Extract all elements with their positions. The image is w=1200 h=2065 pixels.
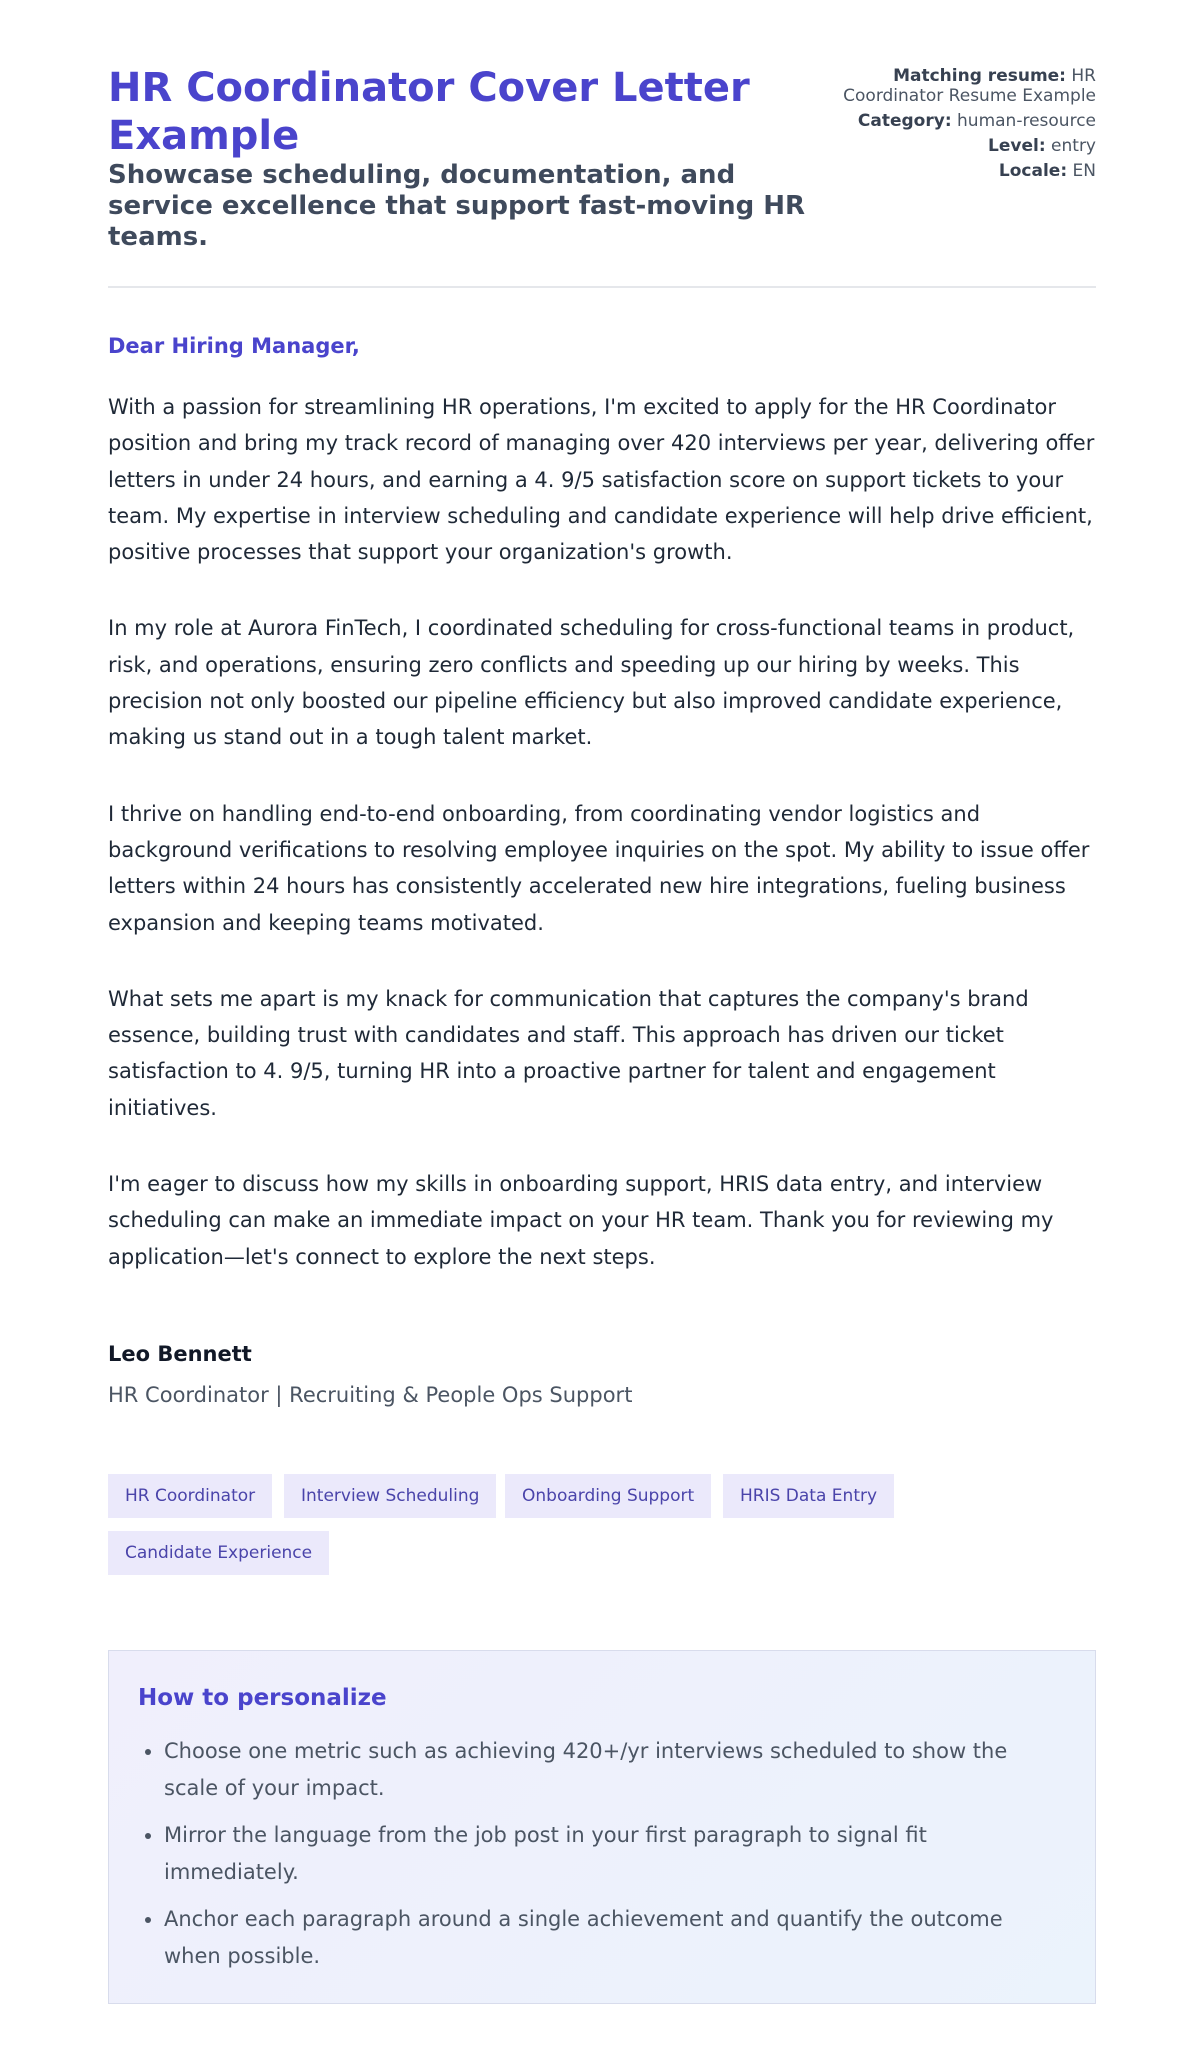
tips-list xyxy=(138,1733,1064,1985)
page-subtitle: Showcase scheduling, documentation, and service excellence that support fast-moving HR teams. xyxy=(108,160,806,252)
tips-list-item: • Choose one metric such as achieving 420+/yr interviews scheduled to show the scale of your impact. xyxy=(164,1733,1064,1807)
letter-paragraph: With a passion for streamlining HR operations, I'm excited to apply for the HR Coordinator position and bring my track record of managing over 420 interviews per year, delivering offer letters in under 24 hours, and earning a 4. 9/5 satisfaction score on support tickets to your team. My expertise in interview scheduling and candidate experience will help drive efficient, positive processes that support your organization's growth. xyxy=(108,395,1095,565)
signature-name: Leo Bennett xyxy=(108,1342,252,1366)
letter-paragraph: I thrive on handling end-to-end onboarding, from coordinating vendor logistics and background verifications to resolving employee inquiries on the spot. My ability to issue offer letters within 24 hours has consistently accelerated new hire integrations, fueling business expansion and keeping teams motivated. xyxy=(108,801,1090,935)
meta-level-label: Level: xyxy=(988,136,1046,156)
meta-level xyxy=(836,136,1096,156)
signature-role: HR Coordinator | Recruiting & People Ops Support xyxy=(108,1383,633,1407)
tag-interview-scheduling[interactable]: Interview Scheduling xyxy=(284,1474,496,1518)
tag-hr-coordinator[interactable]: HR Coordinator xyxy=(108,1474,272,1518)
meta-locale-value: EN xyxy=(1072,161,1096,181)
meta-locale-label: Locale: xyxy=(998,161,1068,181)
meta-category xyxy=(836,111,1096,131)
tips-title: How to personalize xyxy=(138,1685,387,1711)
letter-paragraph: I'm eager to discuss how my skills in onboarding support, HRIS data entry, and interview scheduling can make an immediate impact on your HR team. Thank you for reviewing my application—let's connect to explore the next steps. xyxy=(108,1172,1054,1269)
meta-category-label: Category: xyxy=(857,111,952,131)
page-header xyxy=(108,0,1096,288)
letter-body xyxy=(108,389,1103,1315)
tag-onboarding-support[interactable]: Onboarding Support xyxy=(505,1474,711,1518)
letter-salutation: Dear Hiring Manager, xyxy=(108,334,360,358)
meta-matching-resume-label: Matching resume: xyxy=(893,66,1066,86)
tips-list-item: • Anchor each paragraph around a single achievement and quantify the outcome when possible. xyxy=(164,1901,1064,1975)
personalize-tips-box xyxy=(108,1650,1096,2004)
meta-matching-resume-value: HR Coordinator Resume Example xyxy=(843,66,1096,106)
meta-locale xyxy=(836,161,1096,181)
meta-matching-resume xyxy=(836,66,1096,106)
page-title: HR Coordinator Cover Letter Example xyxy=(108,65,750,159)
tag-candidate-experience[interactable]: Candidate Experience xyxy=(108,1531,329,1575)
meta-category-value: human-resource xyxy=(957,111,1096,131)
letter-paragraph: What sets me apart is my knack for communication that captures the company's brand essence, building trust with candidates and staff. This approach has driven our ticket satisfaction to 4. 9/5, turning HR into a proactive partner for talent and engagement initiatives. xyxy=(108,986,1029,1120)
meta-panel xyxy=(836,66,1096,186)
cover-letter-page xyxy=(108,0,1096,1968)
letter-paragraph: In my role at Aurora FinTech, I coordinated scheduling for cross-functional teams in product, risk, and operations, ensuring zero conflicts and speeding up our hiring by weeks. This precision not only boosted our pipeline efficiency but also improved candidate experience, making us stand out in a tough talent market. xyxy=(108,616,1075,750)
tag-hris-data-entry[interactable]: HRIS Data Entry xyxy=(723,1474,894,1518)
meta-level-value: entry xyxy=(1051,136,1096,156)
tips-list-item: • Mirror the language from the job post in your first paragraph to signal fit immediately. xyxy=(164,1817,1064,1891)
